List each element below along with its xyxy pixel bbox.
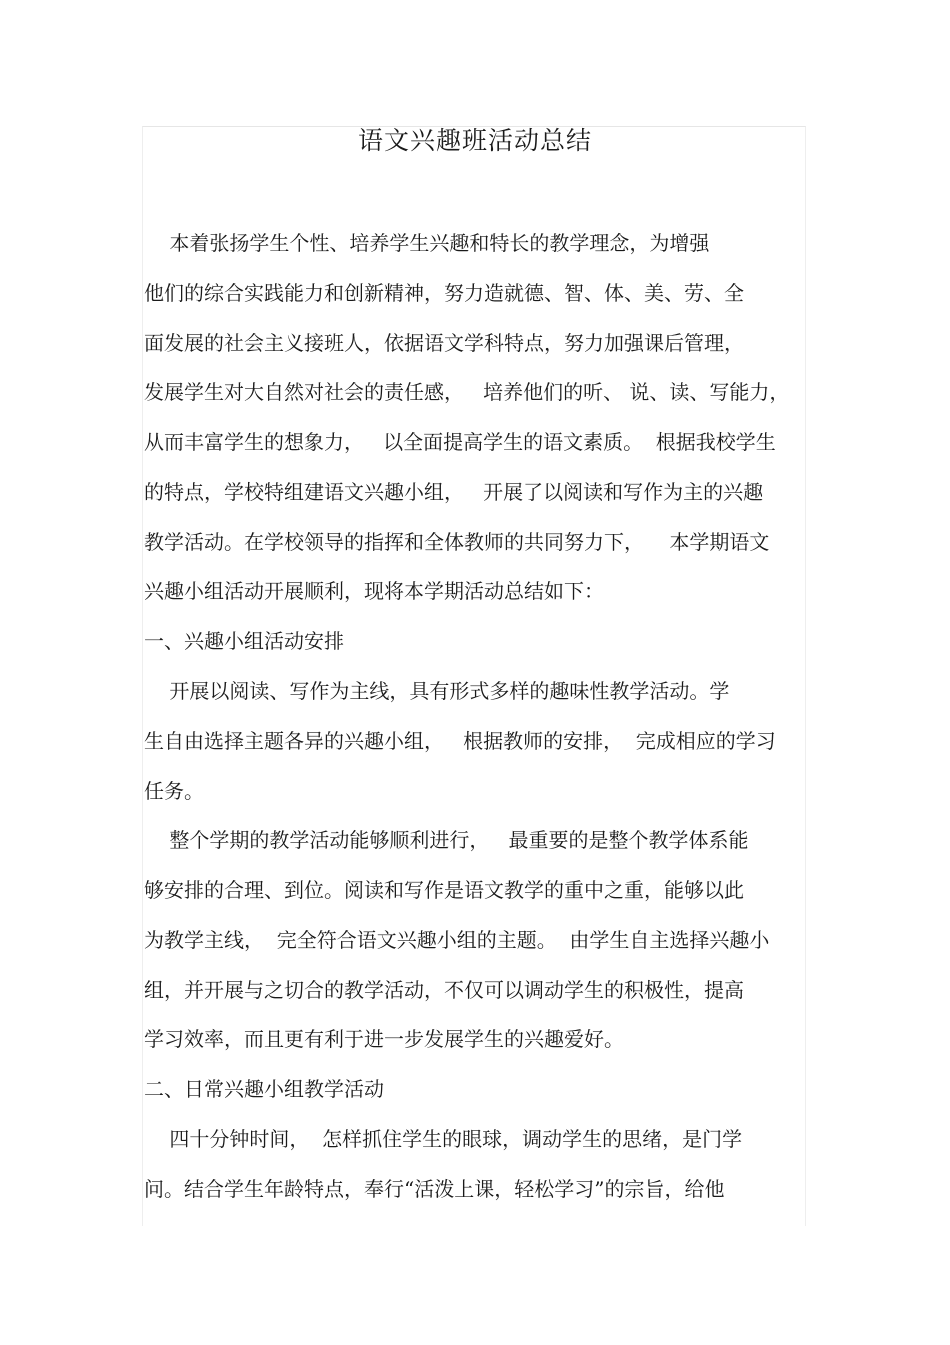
body-line: 从而丰富学生的想象力， 以全面提高学生的语文素质。 根据我校学生 (144, 430, 776, 454)
body-line: 够安排的合理、到位。阅读和写作是语文教学的重中之重，能够以此 (144, 878, 744, 902)
body-line: 生自由选择主题各异的兴趣小组， 根据教师的安排， 完成相应的学习 (144, 729, 776, 753)
body-line: 发展学生对大自然对社会的责任感， 培养他们的听、 说、读、写能力， (144, 380, 790, 404)
body-line: 任务。 (144, 779, 204, 803)
body-line: 四十分钟时间， 怎样抓住学生的眼球，调动学生的思绪，是门学 (144, 1127, 743, 1151)
body-line: 本着张扬学生个性、培养学生兴趣和特长的教学理念，为增强 (144, 231, 710, 255)
body-line: 为教学主线， 完全符合语文兴趣小组的主题。 由学生自主选择兴趣小 (144, 928, 770, 952)
body-line: 问。结合学生年龄特点，奉行“活泼上课，轻松学习”的宗旨，给他 (144, 1177, 725, 1201)
body-line: 学习效率，而且更有利于进一步发展学生的兴趣爱好。 (144, 1027, 624, 1051)
body-line: 兴趣小组活动开展顺利，现将本学期活动总结如下： (144, 579, 604, 603)
body-line: 面发展的社会主义接班人，依据语文学科特点，努力加强课后管理， (144, 331, 744, 355)
section-heading: 一、兴趣小组活动安排 (144, 629, 344, 653)
section-heading: 二、日常兴趣小组教学活动 (144, 1077, 384, 1101)
body-line: 的特点，学校特组建语文兴趣小组， 开展了以阅读和写作为主的兴趣 (144, 480, 764, 504)
body-line: 开展以阅读、写作为主线，具有形式多样的趣味性教学活动。学 (144, 679, 730, 703)
body-line: 教学活动。在学校领导的指挥和全体教师的共同努力下， 本学期语文 (144, 530, 770, 554)
body-line: 组，并开展与之切合的教学活动，不仅可以调动学生的积极性，提高 (144, 978, 744, 1002)
body-line: 整个学期的教学活动能够顺利进行， 最重要的是整个教学体系能 (144, 828, 749, 852)
document-title: 语文兴趣班活动总结 (357, 126, 592, 155)
body-line: 他们的综合实践能力和创新精神，努力造就德、智、体、美、劳、全 (144, 281, 744, 305)
